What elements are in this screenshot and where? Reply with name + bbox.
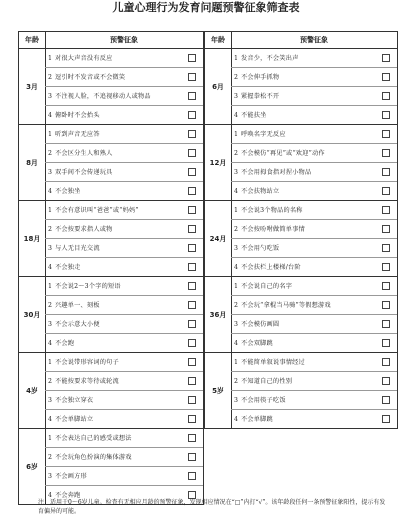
age-label: 18月 (19, 201, 46, 276)
age-label: 4岁 (19, 353, 46, 428)
sign-row (231, 239, 397, 258)
sign-text: 不会独坐 (55, 188, 81, 195)
checkbox[interactable] (382, 339, 390, 347)
checkbox[interactable] (188, 130, 196, 138)
checkbox[interactable] (188, 377, 196, 385)
sign-number: 4 (48, 264, 52, 271)
checkbox[interactable] (382, 54, 390, 62)
footnote: 注：适用于0～6岁儿童。检查有无相应月龄的预警征象，发现相应情况在“□”内打“√”。该年龄段任何一条预警征象阳性，提示有发育偏异的可能。 (38, 499, 386, 515)
sign-list (231, 49, 397, 124)
sign-row (231, 144, 397, 163)
sign-number: 2 (48, 302, 52, 309)
sign-row (231, 410, 397, 429)
sign-number: 2 (234, 378, 238, 385)
age-label: 5岁 (205, 353, 232, 428)
sign-row (231, 315, 397, 334)
sign-list (231, 277, 397, 352)
age-group (18, 201, 204, 277)
sign-text: 不能按要求等待或轮流 (55, 378, 119, 385)
checkbox[interactable] (188, 320, 196, 328)
sign-text: 不会玩角色扮演的集体游戏 (55, 454, 132, 461)
sign-text: 不能扶坐 (241, 112, 267, 119)
sign-list (231, 125, 397, 200)
sign-number: 1 (48, 435, 52, 442)
checkbox[interactable] (188, 244, 196, 252)
sign-number: 1 (234, 131, 238, 138)
sign-row (45, 106, 203, 125)
sign-list (45, 277, 203, 352)
sign-number: 4 (48, 112, 52, 119)
sign-text: 不会奔跑 (55, 492, 81, 499)
sign-number: 2 (48, 74, 52, 81)
sign-row (45, 334, 203, 353)
sign-text: 不会单脚跳 (241, 416, 273, 423)
checkbox[interactable] (382, 130, 390, 138)
sign-row (45, 429, 203, 448)
sign-text: 不能简单叙说事情经过 (241, 359, 305, 366)
sign-text: 与人无目光交流 (55, 245, 100, 252)
sign-number: 3 (48, 397, 52, 404)
sign-text: 不会扶栏上楼梯/台阶 (241, 264, 301, 271)
age-group (18, 277, 204, 353)
sign-text: 发音少，不会笑出声 (241, 55, 299, 62)
sign-number: 2 (234, 302, 238, 309)
sign-text: 不会单脚站立 (55, 416, 94, 423)
sign-text: 双手间不会传递玩具 (55, 169, 113, 176)
sign-text: 不会说3个物品的名称 (241, 207, 303, 214)
sign-row (45, 239, 203, 258)
sign-row (45, 258, 203, 277)
sign-number: 1 (234, 55, 238, 62)
sign-number: 3 (48, 245, 52, 252)
sign-text: 不会按吩咐做简单事情 (241, 226, 305, 233)
sign-text: 不知道自己的性别 (241, 378, 293, 385)
sign-number: 2 (48, 150, 52, 157)
sign-text: 不会扶物站立 (241, 188, 280, 195)
sign-number: 3 (234, 321, 238, 328)
checkbox[interactable] (188, 168, 196, 176)
checkbox[interactable] (188, 54, 196, 62)
sign-text: 不会说2～3个字的短语 (55, 283, 121, 290)
checkbox[interactable] (382, 168, 390, 176)
age-label: 24月 (205, 201, 232, 276)
age-group (204, 125, 398, 201)
sign-number: 1 (48, 131, 52, 138)
age-group (204, 49, 398, 125)
age-label: 30月 (19, 277, 46, 352)
sign-row (231, 106, 397, 125)
checkbox[interactable] (382, 358, 390, 366)
sign-text: 不会区分生人和熟人 (55, 150, 113, 157)
table-left-half (18, 31, 204, 499)
sign-text: 不会有意识叫“爸爸”或“妈妈” (55, 207, 139, 214)
sign-row (45, 201, 203, 220)
sign-number: 1 (48, 283, 52, 290)
sign-number: 1 (48, 359, 52, 366)
sign-number: 3 (48, 321, 52, 328)
checkbox[interactable] (188, 111, 196, 119)
sign-number: 4 (234, 112, 238, 119)
sign-number: 1 (234, 283, 238, 290)
table-header (204, 31, 398, 49)
sign-number: 2 (48, 454, 52, 461)
sign-row (231, 296, 397, 315)
age-group (18, 125, 204, 201)
sign-text: 不会画方形 (55, 473, 87, 480)
sign-text: 不会用筷子吃饭 (241, 397, 286, 404)
sign-text: 对很大声音没有反应 (55, 55, 113, 62)
checkbox[interactable] (382, 149, 390, 157)
sign-number: 2 (234, 226, 238, 233)
sign-text: 不会玩“拿棍当马骑”等假想游戏 (241, 302, 331, 309)
checkbox[interactable] (188, 225, 196, 233)
sign-text: 不会模仿“再见”或“欢迎”动作 (241, 150, 325, 157)
sign-text: 不会模仿画圆 (241, 321, 280, 328)
sign-row (45, 353, 203, 372)
sign-text: 不会说带形容词的句子 (55, 359, 119, 366)
sign-row (45, 87, 203, 106)
sign-number: 4 (48, 340, 52, 347)
sign-number: 4 (234, 340, 238, 347)
sign-number: 3 (234, 245, 238, 252)
age-label: 36月 (205, 277, 232, 352)
checkbox[interactable] (188, 434, 196, 442)
sign-row (231, 353, 397, 372)
sign-number: 1 (234, 207, 238, 214)
checkbox[interactable] (188, 301, 196, 309)
age-label: 12月 (205, 125, 232, 200)
sign-row (45, 277, 203, 296)
page-title: 儿童心理行为发育问题预警征象筛查表 (112, 1, 300, 14)
sign-row (231, 87, 397, 106)
sign-row (231, 125, 397, 144)
sign-number: 3 (48, 473, 52, 480)
sign-row (231, 201, 397, 220)
sign-row (231, 220, 397, 239)
checkbox[interactable] (188, 472, 196, 480)
age-label: 6岁 (19, 429, 46, 504)
checkbox[interactable] (382, 73, 390, 81)
sign-number: 2 (48, 226, 52, 233)
checkbox[interactable] (188, 453, 196, 461)
sign-number: 4 (48, 188, 52, 195)
sign-text: 不会用勺吃饭 (241, 245, 280, 252)
checkbox[interactable] (382, 320, 390, 328)
sign-text: 兴趣单一、刻板 (55, 302, 100, 309)
sign-row (231, 49, 397, 68)
age-group (204, 277, 398, 353)
header-age: 年龄 (205, 32, 232, 48)
sign-row (231, 277, 397, 296)
table-right-half (204, 31, 398, 488)
sign-row (45, 296, 203, 315)
sign-number: 3 (48, 169, 52, 176)
checkbox[interactable] (382, 396, 390, 404)
sign-text: 不会独走 (55, 264, 81, 271)
table-header (18, 31, 204, 49)
sign-number: 4 (234, 264, 238, 271)
sign-row (45, 372, 203, 391)
checkbox[interactable] (188, 415, 196, 423)
sign-row (45, 448, 203, 467)
checkbox[interactable] (382, 263, 390, 271)
sign-number: 1 (234, 359, 238, 366)
sign-number: 1 (48, 207, 52, 214)
sign-row (45, 144, 203, 163)
sign-text: 不会双脚跳 (241, 340, 273, 347)
age-label: 6月 (205, 49, 232, 124)
checkbox[interactable] (188, 263, 196, 271)
header-signs: 预警征象 (110, 36, 138, 44)
sign-row (45, 391, 203, 410)
sign-row (45, 467, 203, 486)
age-group (204, 201, 398, 277)
sign-row (231, 258, 397, 277)
sign-row (45, 410, 203, 429)
checkbox[interactable] (188, 396, 196, 404)
sign-number: 4 (234, 188, 238, 195)
sign-row (45, 68, 203, 87)
age-label: 3月 (19, 49, 46, 124)
age-label: 8月 (19, 125, 46, 200)
sign-text: 不会表达自己的感受或想法 (55, 435, 132, 442)
sign-row (231, 372, 397, 391)
sign-text: 俯卧时不会抬头 (55, 112, 100, 119)
sign-text: 听到声音无应答 (55, 131, 100, 138)
sign-number: 4 (234, 416, 238, 423)
checkbox[interactable] (188, 149, 196, 157)
sign-list (231, 353, 397, 428)
sign-text: 不注视人脸，不追视移动人或物品 (55, 93, 151, 100)
sign-row (45, 220, 203, 239)
age-group (18, 49, 204, 125)
checkbox[interactable] (382, 225, 390, 233)
sign-text: 不会跑 (55, 340, 75, 347)
age-group (18, 353, 204, 429)
sign-text: 不会伸手抓物 (241, 74, 280, 81)
sign-row (231, 163, 397, 182)
sign-list (45, 353, 203, 428)
sign-text: 不会说自己的名字 (241, 283, 293, 290)
checkbox[interactable] (188, 92, 196, 100)
checkbox[interactable] (382, 206, 390, 214)
checkbox[interactable] (188, 282, 196, 290)
sign-row (231, 334, 397, 353)
sign-number: 2 (234, 74, 238, 81)
checkbox[interactable] (382, 301, 390, 309)
sign-row (45, 125, 203, 144)
sign-number: 3 (48, 93, 52, 100)
sign-list (231, 201, 397, 276)
sign-row (231, 68, 397, 87)
screening-table (18, 31, 398, 499)
sign-number: 3 (234, 169, 238, 176)
sign-number: 4 (48, 492, 52, 499)
checkbox[interactable] (382, 244, 390, 252)
sign-number: 2 (48, 378, 52, 385)
sign-row (45, 163, 203, 182)
age-group (18, 429, 204, 505)
sign-row (45, 315, 203, 334)
sign-number: 3 (234, 397, 238, 404)
header-age: 年龄 (19, 32, 46, 48)
checkbox[interactable] (382, 111, 390, 119)
sign-number: 3 (234, 93, 238, 100)
sign-list (45, 429, 203, 504)
sign-text: 逗引时不发音或不会微笑 (55, 74, 126, 81)
checkbox[interactable] (382, 377, 390, 385)
checkbox[interactable] (382, 92, 390, 100)
sign-text: 不会按要求指人或物 (55, 226, 113, 233)
checkbox[interactable] (188, 358, 196, 366)
sign-number: 4 (48, 416, 52, 423)
age-group (204, 353, 398, 429)
sign-text: 紧握拳松不开 (241, 93, 280, 100)
sign-list (45, 49, 203, 124)
sign-row (45, 49, 203, 68)
sign-number: 2 (234, 150, 238, 157)
sign-row (45, 182, 203, 201)
header-signs: 预警征象 (300, 36, 328, 44)
sign-list (45, 201, 203, 276)
sign-text: 不会用拇食指对捏小物品 (241, 169, 312, 176)
sign-list (45, 125, 203, 200)
sign-text: 不会独立穿衣 (55, 397, 94, 404)
checkbox[interactable] (382, 187, 390, 195)
checkbox[interactable] (382, 282, 390, 290)
checkbox[interactable] (382, 415, 390, 423)
sign-text: 呼唤名字无反应 (241, 131, 286, 138)
sign-number: 1 (48, 55, 52, 62)
checkbox[interactable] (188, 206, 196, 214)
sign-text: 不会示意大小便 (55, 321, 100, 328)
sign-row (231, 182, 397, 201)
sign-row (231, 391, 397, 410)
checkbox[interactable] (188, 339, 196, 347)
checkbox[interactable] (188, 187, 196, 195)
checkbox[interactable] (188, 73, 196, 81)
